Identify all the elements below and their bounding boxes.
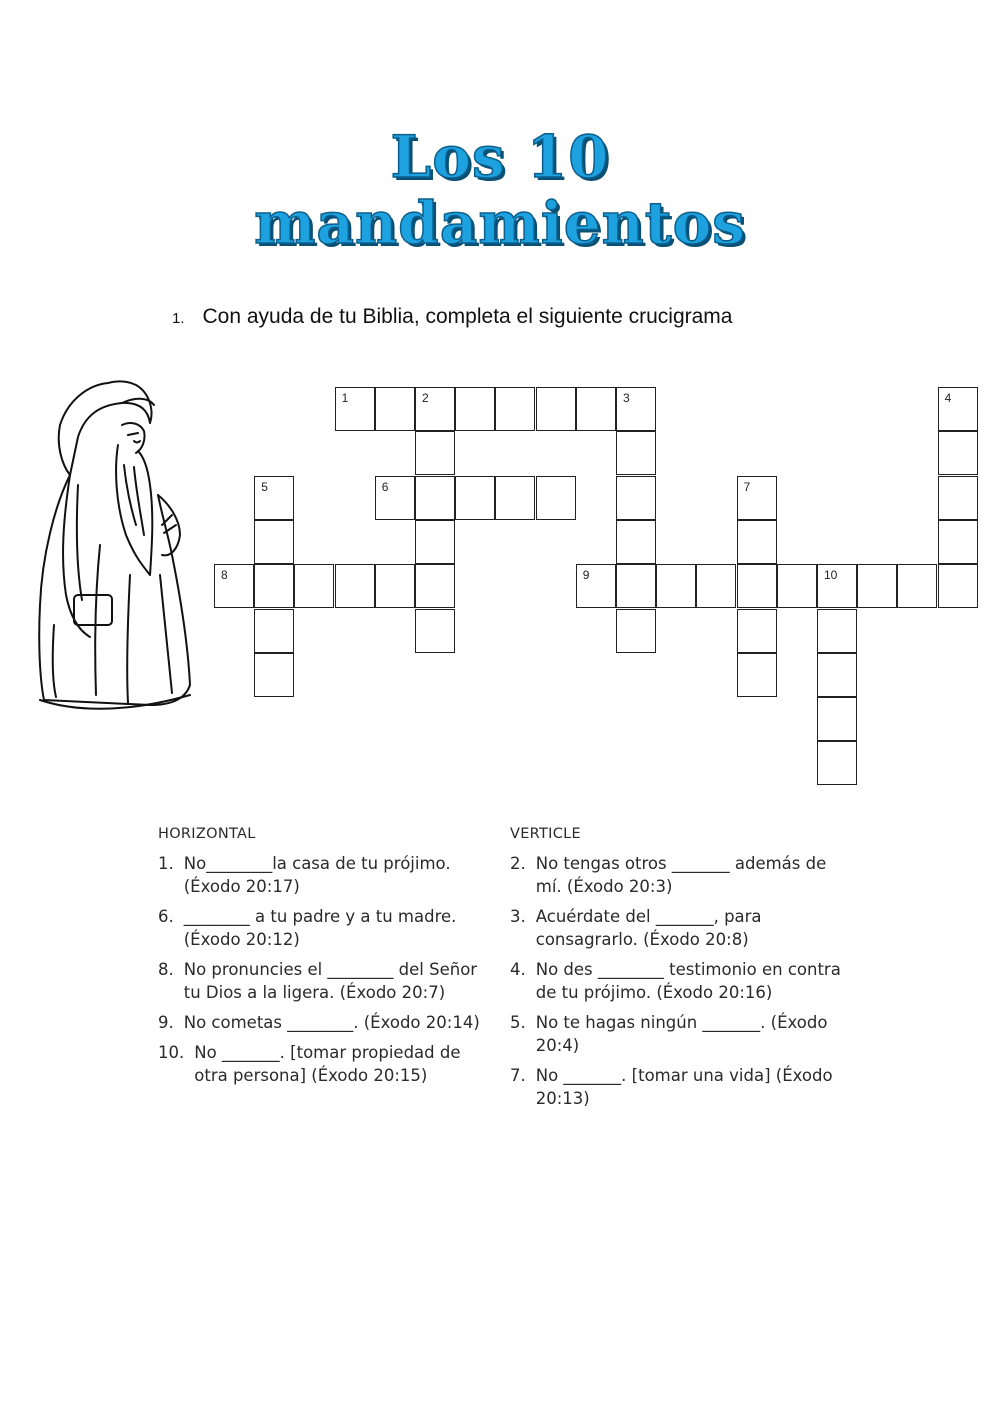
crossword-cell[interactable]: [656, 564, 696, 608]
crossword-cell[interactable]: [536, 476, 576, 520]
crossword-cell[interactable]: [938, 387, 978, 431]
clue-number-label: 6: [381, 479, 389, 494]
title-line-1: Los 10: [390, 123, 610, 191]
crossword-cell[interactable]: [415, 520, 455, 564]
crossword-cell[interactable]: [737, 520, 777, 564]
clue-number-label: 10: [824, 568, 838, 583]
crossword-cell[interactable]: [576, 387, 616, 431]
clue-number: 4.: [510, 960, 526, 979]
crossword-cell[interactable]: [415, 431, 455, 475]
clue-text: No _______. [tomar una vida] (Éxodo 20:13): [535, 1066, 833, 1108]
clue-number: 3.: [510, 907, 526, 926]
crossword-cell[interactable]: [817, 564, 857, 608]
crossword-cell[interactable]: [817, 697, 857, 741]
crossword-cell[interactable]: [335, 564, 375, 608]
clue-number: 1.: [158, 854, 174, 873]
crossword-cell[interactable]: [938, 564, 978, 608]
crossword-cell[interactable]: [254, 609, 294, 653]
crossword-cell[interactable]: [616, 609, 656, 653]
crossword-cell[interactable]: [536, 387, 576, 431]
vertical-heading: VERTICLE: [510, 826, 581, 842]
crossword-cell[interactable]: [737, 609, 777, 653]
crossword-cell[interactable]: [495, 387, 535, 431]
horizontal-clue: [158, 1011, 488, 1034]
crossword-cell[interactable]: [897, 564, 937, 608]
clue-text: No _______. [tomar propiedad de otra persona] (Éxodo 20:15): [194, 1043, 461, 1085]
clue-text: No pronuncies el ________ del Señor tu Dios a la ligera. (Éxodo 20:7): [183, 960, 478, 1002]
crossword-cell[interactable]: [616, 476, 656, 520]
horizontal-clue: [158, 905, 488, 951]
instruction-text: Con ayuda de tu Biblia, completa el siguiente crucigrama: [202, 305, 733, 328]
crossword-cell[interactable]: [616, 387, 656, 431]
clue-text: No te hagas ningún _______. (Éxodo 20:4): [535, 1013, 828, 1055]
crossword-cell[interactable]: [737, 564, 777, 608]
clue-number-label: 3: [623, 391, 630, 405]
moses-figure-icon: [30, 375, 195, 730]
crossword-cell[interactable]: [616, 520, 656, 564]
crossword-cell[interactable]: [254, 653, 294, 697]
clue-text: No cometas ________. (Éxodo 20:14): [183, 1013, 480, 1032]
crossword-cell[interactable]: [254, 476, 294, 520]
crossword-cell[interactable]: [737, 653, 777, 697]
crossword-cell[interactable]: [455, 476, 495, 520]
crossword-cell[interactable]: [375, 476, 415, 520]
vertical-clue: [510, 905, 850, 951]
clue-number: 9.: [158, 1013, 174, 1032]
crossword-cell[interactable]: [817, 653, 857, 697]
clue-text: ________ a tu padre y a tu madre. (Éxodo 20:12): [183, 907, 457, 949]
clue-text: No________la casa de tu prójimo. (Éxodo 20:17): [183, 854, 451, 896]
clue-number: 7.: [510, 1066, 526, 1085]
crossword-cell[interactable]: [335, 387, 375, 431]
horizontal-clues: [158, 823, 488, 1094]
crossword-cell[interactable]: [375, 564, 415, 608]
instruction-number: 1.: [172, 310, 185, 327]
crossword-cell[interactable]: [616, 564, 656, 608]
crossword-cell[interactable]: [375, 387, 415, 431]
horizontal-clue: [158, 852, 488, 898]
clue-number-label: 8: [221, 568, 228, 583]
crossword-cell[interactable]: [938, 476, 978, 520]
horizontal-clue: [158, 1041, 488, 1087]
vertical-clues: [510, 823, 850, 1117]
clue-number-label: 9: [582, 568, 590, 583]
clue-number: 10.: [158, 1043, 185, 1062]
clue-number: 2.: [510, 854, 526, 873]
crossword-cell[interactable]: [696, 564, 736, 608]
crossword-cell[interactable]: [817, 741, 857, 785]
clue-number-label: 4: [944, 391, 952, 405]
crossword-cell[interactable]: [777, 564, 817, 608]
crossword-cell[interactable]: [214, 564, 254, 608]
crossword-cell[interactable]: [415, 609, 455, 653]
clue-text: No des ________ testimonio en contra de tu prójimo. (Éxodo 20:16): [535, 960, 841, 1002]
clue-number: 8.: [158, 960, 174, 979]
crossword-cell[interactable]: [294, 564, 334, 608]
crossword-cell[interactable]: [857, 564, 897, 608]
clue-number-label: 1: [341, 391, 349, 405]
vertical-clue: [510, 1011, 850, 1057]
crossword-cell[interactable]: [415, 387, 455, 431]
clue-number-label: 5: [261, 479, 268, 494]
crossword-cell[interactable]: [495, 476, 535, 520]
clue-text: No tengas otros _______ además de mí. (Éxodo 20:3): [535, 854, 827, 896]
crossword-cell[interactable]: [415, 476, 455, 520]
horizontal-heading: HORIZONTAL: [158, 826, 256, 842]
crossword-cell[interactable]: [455, 387, 495, 431]
crossword-cell[interactable]: [737, 476, 777, 520]
clue-number-label: 7: [743, 479, 751, 494]
clue-number-label: 2: [422, 391, 429, 405]
vertical-clue: [510, 852, 850, 898]
crossword-cell[interactable]: [576, 564, 616, 608]
crossword-cell[interactable]: [254, 564, 294, 608]
crossword-cell[interactable]: [616, 431, 656, 475]
vertical-clue: [510, 1064, 850, 1110]
crossword-cell[interactable]: [938, 431, 978, 475]
clue-number: 6.: [158, 907, 174, 926]
clue-text: Acuérdate del _______, para consagrarlo. (Éxodo 20:8): [535, 907, 762, 949]
clue-number: 5.: [510, 1013, 526, 1032]
crossword-cell[interactable]: [415, 564, 455, 608]
horizontal-clue: [158, 958, 488, 1004]
title-line-2: mandamientos: [254, 189, 746, 257]
crossword-cell[interactable]: [254, 520, 294, 564]
crossword-cell[interactable]: [938, 520, 978, 564]
crossword-cell[interactable]: [817, 609, 857, 653]
instruction: [172, 305, 732, 329]
vertical-clue: [510, 958, 850, 1004]
